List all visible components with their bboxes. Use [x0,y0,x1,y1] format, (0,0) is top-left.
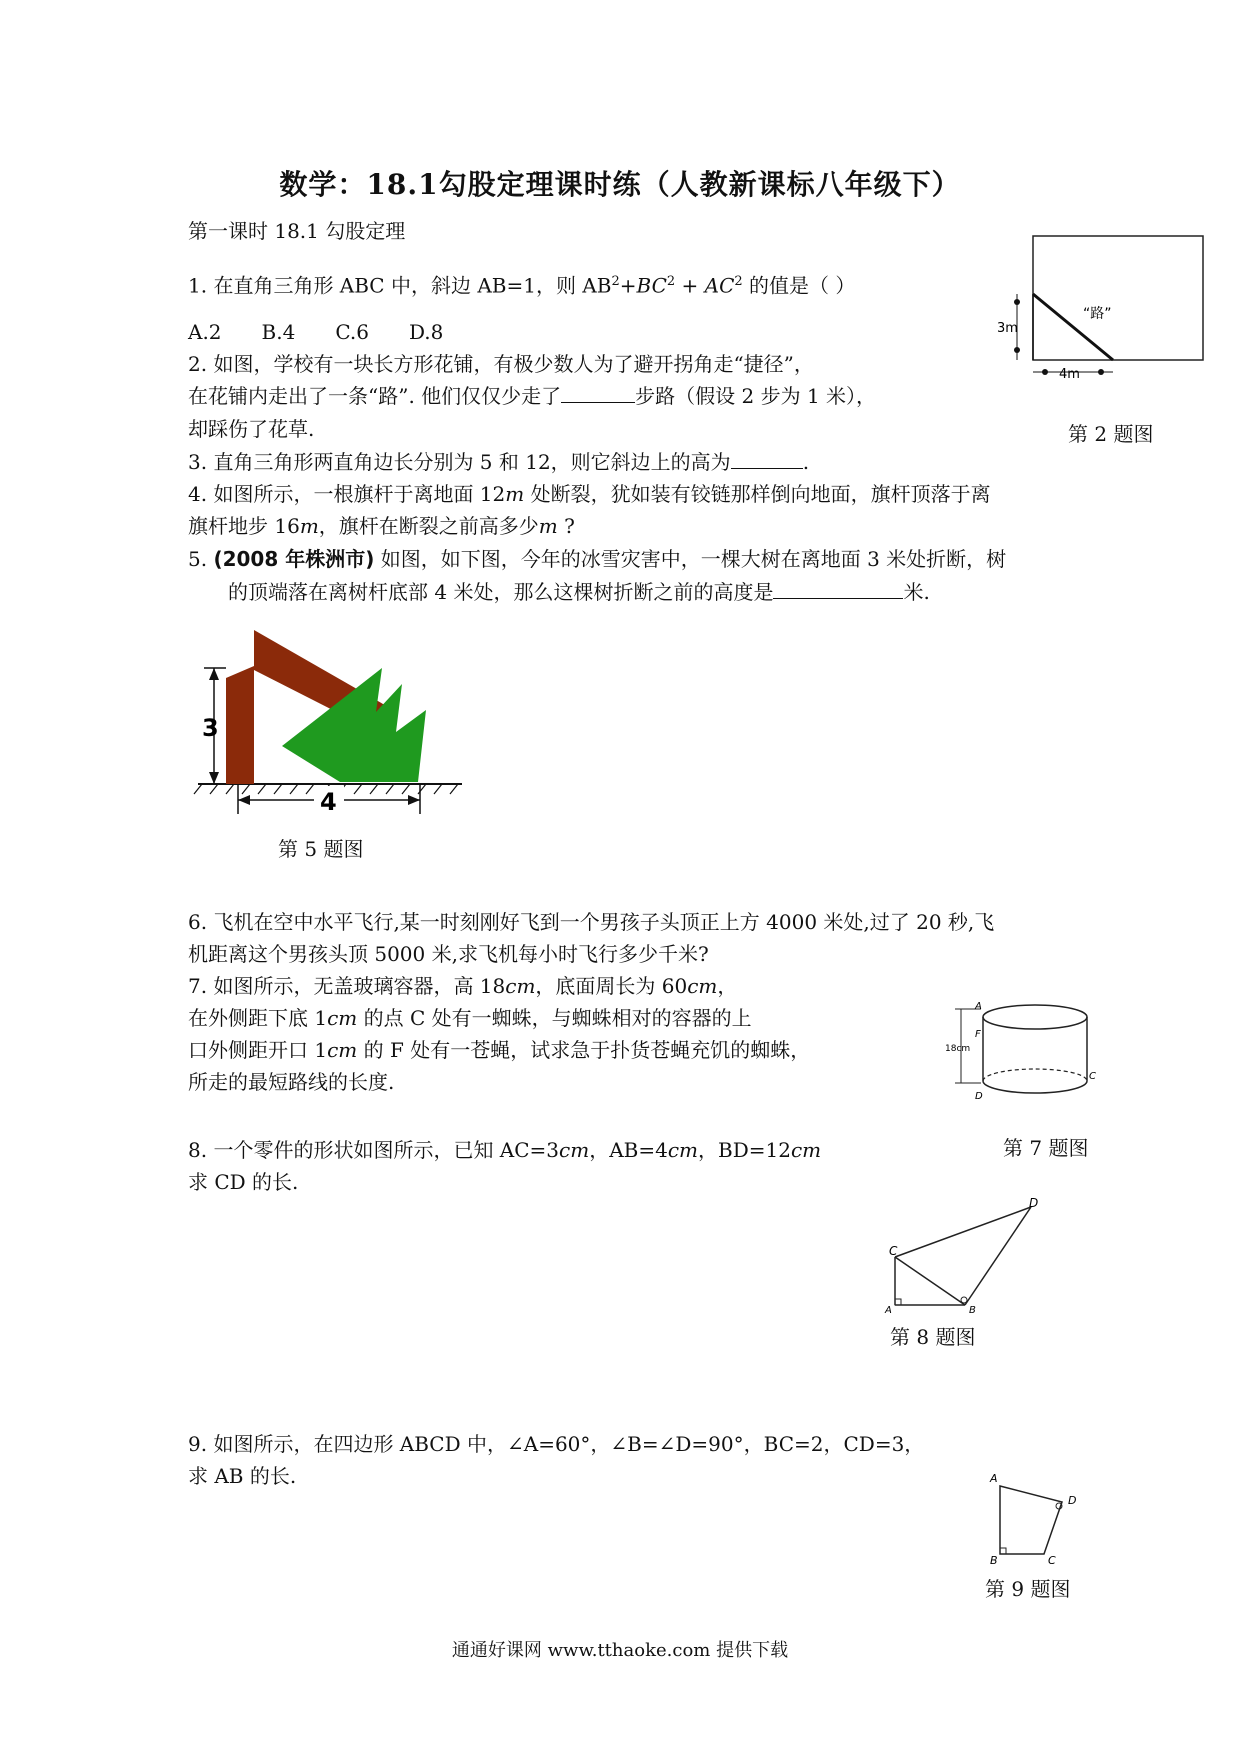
height-label: 3 [202,714,219,742]
height-label: 3m [997,321,1018,336]
question-5-line-1: 5. (2008 年株洲市) 如图，如下图，今年的冰雪灾害中，一棵大树在离地面 3 米处折断，树 [188,547,1007,571]
answer-blank [773,580,903,599]
figure-7-caption: 第 7 题图 [1003,1136,1089,1160]
point-a-label: A [885,1305,892,1315]
page-title: 数学：18.1勾股定理课时练（人教新课标八年级下） [279,168,961,201]
question-7-figure [945,995,1105,1105]
point-a-label: A [990,1472,998,1485]
height-label: 18cm [945,1044,971,1054]
point-c-label: C [1089,1071,1096,1082]
point-b-label: B [990,1554,998,1566]
lesson-heading: 第一课时 18.1 勾股定理 [188,219,406,243]
question-2-line-3: 却踩伤了花草. [188,417,315,441]
point-f-label: F [975,1029,981,1040]
question-8-figure [875,1195,1065,1315]
question-1-options [188,318,483,346]
footer: 通通好课网 www.tthaoke.com 提供下载 [451,1640,789,1661]
question-5-figure [190,622,470,822]
figure-5-caption: 第 5 题图 [278,837,364,861]
answer-blank [561,384,635,403]
option-c: C.6 [335,320,369,344]
point-d-label: D [1029,1196,1039,1210]
figure-9-caption: 第 9 题图 [985,1577,1071,1601]
figure-2-caption: 第 2 题图 [1068,422,1154,446]
point-d-label: D [975,1091,983,1102]
question-2-line-2: 在花铺内走出了一条“路”. 他们仅仅少走了 步路（假设 2 步为 1 米）， [188,384,877,408]
answer-blank [731,450,803,469]
question-8-line-1: 8. 一个零件的形状如图所示，已知 AC=3cm，AB=4cm，BD=12cm [188,1138,822,1162]
question-7-line-1: 7. 如图所示，无盖玻璃容器，高 18cm，底面周长为 60cm， [188,974,738,998]
point-a-label: A [975,1001,982,1012]
question-4-line-1: 4. 如图所示，一根旗杆于离地面 12m 处断裂，犹如装有铰链那样倒向地面，旗杆顶落于离 [188,482,991,506]
question-5-line-2: 的顶端落在离树杆底部 4 米处，那么这棵树折断之前的高度是 米. [228,580,930,604]
question-9-figure [982,1468,1092,1566]
question-7-line-3: 口外侧距开口 1cm 的 F 处有一苍蝇，试求急于扑货苍蝇充饥的蜘蛛， [188,1038,811,1062]
question-5-source: (2008 年株洲市) [213,547,375,571]
question-9-line-2: 求 AB 的长. [188,1464,297,1488]
question-6-line-1: 6. 飞机在空中水平飞行,某一时刻刚好飞到一个男孩子头顶正上方 4000 米处,过了 20 秒,飞 [188,910,995,934]
tree-trunk [226,666,254,784]
option-d: D.8 [408,320,444,344]
question-6-line-2: 机距离这个男孩头顶 5000 米,求飞机每小时飞行多少千米? [188,942,709,966]
point-b-label: B [969,1305,976,1315]
question-9-line-1: 9. 如图所示，在四边形 ABCD 中，∠A=60°，∠B=∠D=90°，BC=2，CD=3， [188,1432,925,1456]
figure-8-caption: 第 8 题图 [890,1325,976,1349]
question-4-line-2: 旗杆地步 16m，旗杆在断裂之前高多少m ? [188,514,575,538]
option-b: B.4 [261,320,296,344]
point-c-label: C [889,1244,898,1258]
question-7-line-4: 所走的最短路线的长度. [188,1070,395,1094]
question-1: 1. 在直角三角形 ABC 中，斜边 AB=1，则 $AB^2+BC^2 + AC^2$ 的值是（ ） [188,273,856,298]
point-d-label: D [1068,1494,1077,1507]
point-c-label: C [1048,1554,1056,1566]
width-label: 4m [1059,367,1080,382]
road-label: “路” [1083,306,1112,322]
width-label: 4 [320,788,337,816]
option-a: A.2 [188,320,222,344]
question-2-figure [995,232,1215,392]
question-2-line-1: 2. 如图，学校有一块长方形花铺，有极少数人为了避开拐角走“捷径”， [188,352,814,376]
question-3: 3. 直角三角形两直角边长分别为 5 和 12，则它斜边上的高为 . [188,450,810,474]
question-8-line-2: 求 CD 的长. [188,1170,299,1194]
question-7-line-2: 在外侧距下底 1cm 的点 C 处有一蜘蛛，与蜘蛛相对的容器的上 [188,1006,752,1030]
